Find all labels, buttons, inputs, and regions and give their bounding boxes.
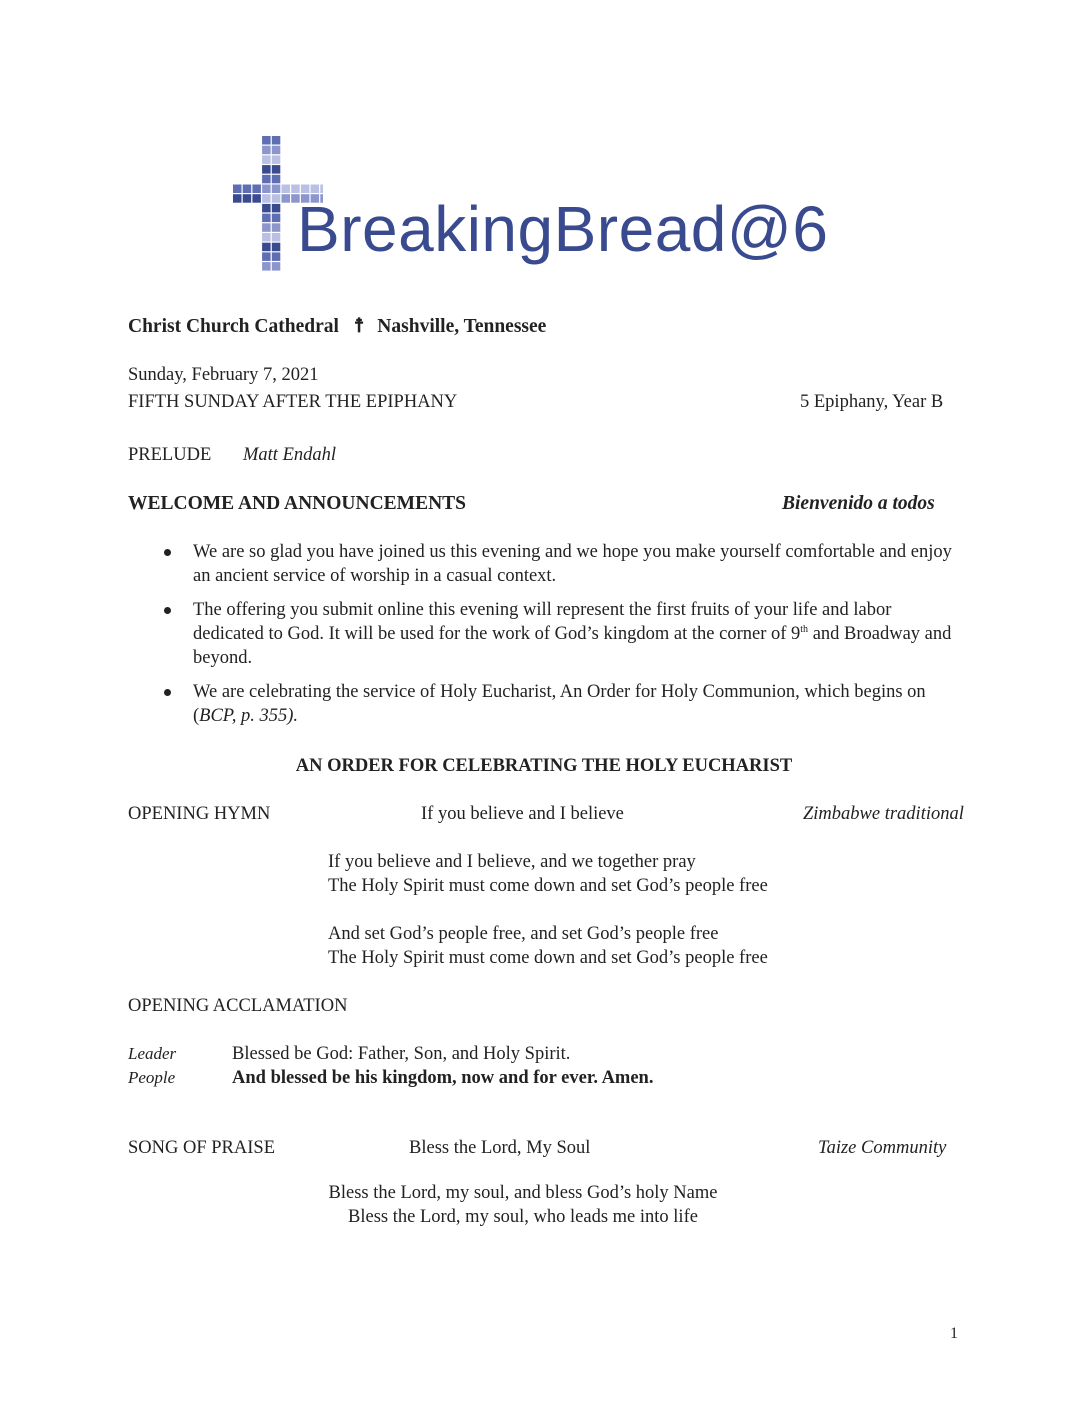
cross-tile xyxy=(262,155,271,164)
cross-tile xyxy=(262,233,271,242)
leader-label: Leader xyxy=(128,1044,177,1063)
cross-tile xyxy=(262,243,271,252)
cross-tile xyxy=(282,194,291,203)
cross-tile xyxy=(262,136,271,145)
cross-tile xyxy=(272,204,281,213)
announcement-text: The offering you submit online this evening will represent the first fruits of your life and labor dedicated to God. It will be used for the work of God’s kingdom at the corner of 9 xyxy=(193,600,892,644)
lectionary-proper: 5 Epiphany, Year B xyxy=(800,392,944,412)
cross-tile xyxy=(272,136,281,145)
announcement-text: We are so glad you have joined us this evening and we hope you make yourself comfortable and enjoy an ancient service of worship in a casual context. xyxy=(193,542,952,586)
hymn-verse-line: If you believe and I believe, and we together pray xyxy=(328,852,696,872)
cross-tile xyxy=(262,185,271,194)
cross-tile xyxy=(243,194,252,203)
cross-tile xyxy=(272,155,281,164)
cross-tile xyxy=(262,194,271,203)
opening-hymn-label: OPENING HYMN xyxy=(128,804,271,824)
cross-tile xyxy=(272,165,281,174)
song-line: Bless the Lord, my soul, and bless God’s holy Name xyxy=(328,1183,718,1203)
church-name: Christ Church Cathedral xyxy=(128,316,339,337)
hymn-verse-line: The Holy Spirit must come down and set God’s people free xyxy=(328,876,768,896)
cross-tile xyxy=(301,185,310,194)
announcement-item xyxy=(160,598,960,670)
cross-tile xyxy=(262,146,271,155)
cross-icon: ☨ xyxy=(353,316,365,337)
church-location: Nashville, Tennessee xyxy=(377,316,547,337)
bullet-icon xyxy=(164,607,171,614)
cross-tile xyxy=(262,175,271,184)
people-response: And blessed be his kingdom, now and for ever. Amen. xyxy=(232,1068,654,1088)
cross-tile xyxy=(320,185,323,194)
cross-tile xyxy=(262,204,271,213)
cross-tile xyxy=(272,175,281,184)
opening-hymn-source: Zimbabwe traditional xyxy=(803,804,964,824)
cross-tile xyxy=(272,252,281,261)
acclamation-label: OPENING ACCLAMATION xyxy=(128,996,348,1016)
announcements-list xyxy=(160,540,960,738)
welcome-spanish: Bienvenido a todos xyxy=(782,493,935,514)
cross-tile xyxy=(272,223,281,232)
people-label: People xyxy=(128,1068,176,1087)
cross-tile xyxy=(252,194,261,203)
cross-tile xyxy=(272,194,281,203)
prelude-performer: Matt Endahl xyxy=(243,445,337,465)
order-heading: AN ORDER FOR CELEBRATING THE HOLY EUCHARIST xyxy=(295,756,793,776)
leader-text: Blessed be God: Father, Son, and Holy Spirit. xyxy=(232,1044,571,1064)
cross-tile xyxy=(262,252,271,261)
cross-tile xyxy=(262,214,271,223)
song-of-praise-label: SONG OF PRAISE xyxy=(128,1138,276,1158)
announcement-item xyxy=(160,680,960,728)
announcement-text-cont: and Broadway and beyond. xyxy=(193,624,952,668)
bullet-icon xyxy=(164,689,171,696)
song-line: Bless the Lord, my soul, who leads me into life xyxy=(348,1207,698,1227)
logo-wordmark: BreakingBread@6 xyxy=(297,193,829,265)
cross-tile xyxy=(272,243,281,252)
church-header xyxy=(128,315,546,339)
breaking-bread-logo xyxy=(233,136,863,271)
cross-tile xyxy=(272,233,281,242)
cross-tile xyxy=(233,185,242,194)
announcement-text: We are celebrating the service of Holy Eucharist, An Order for Holy Communion, which begins on ( xyxy=(193,682,926,726)
song-of-praise-title: Bless the Lord, My Soul xyxy=(409,1138,591,1158)
page-number: 1 xyxy=(950,1325,958,1342)
service-date: Sunday, February 7, 2021 xyxy=(128,365,319,385)
welcome-heading: WELCOME AND ANNOUNCEMENTS xyxy=(128,493,467,514)
cross-tile xyxy=(272,262,281,271)
cross-tile xyxy=(282,185,291,194)
cross-tile xyxy=(243,185,252,194)
song-of-praise-source: Taize Community xyxy=(818,1138,947,1158)
hymn-verse-line: And set God’s people free, and set God’s people free xyxy=(328,924,719,944)
cross-tile xyxy=(262,223,271,232)
cross-tile xyxy=(272,214,281,223)
hymn-verse-line: The Holy Spirit must come down and set God’s people free xyxy=(328,948,768,968)
cross-tile xyxy=(291,185,300,194)
cross-tile xyxy=(262,165,271,174)
cross-tile xyxy=(311,185,320,194)
bullet-icon xyxy=(164,549,171,556)
cross-tile xyxy=(252,185,261,194)
liturgical-day: FIFTH SUNDAY AFTER THE EPIPHANY xyxy=(128,392,458,412)
ordinal-suffix: th xyxy=(800,623,809,635)
cross-tile xyxy=(272,185,281,194)
cross-tile xyxy=(233,194,242,203)
opening-hymn-title: If you believe and I believe xyxy=(421,804,624,824)
cross-tile xyxy=(272,146,281,155)
announcement-item xyxy=(160,540,960,588)
prelude-label: PRELUDE xyxy=(128,445,212,465)
cross-tile xyxy=(262,262,271,271)
bcp-citation: BCP, p. 355). xyxy=(199,706,299,726)
